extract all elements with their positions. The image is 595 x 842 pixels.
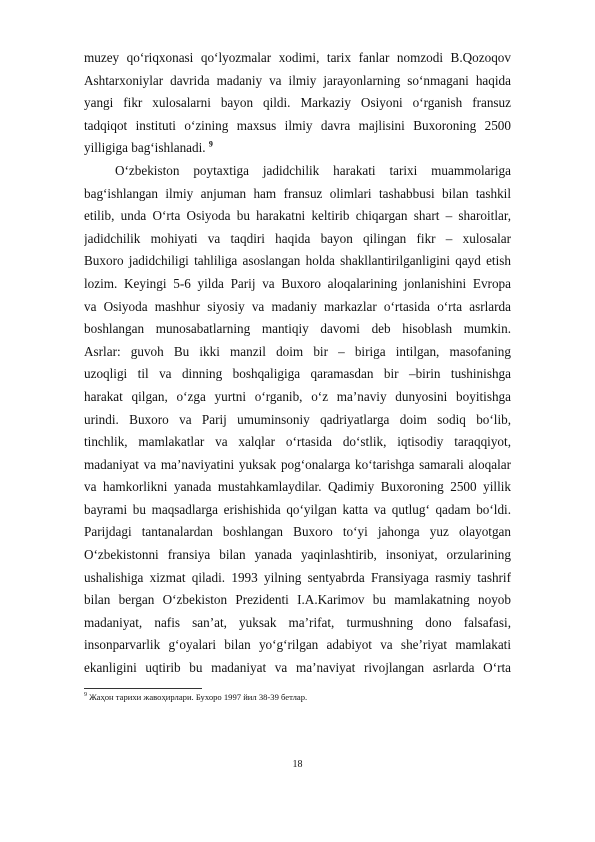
body-line: harakat qilgan, o‘zga yurtni o‘rganib, o‘z ma’naviy dunyosini boyitishga — [84, 388, 511, 404]
body-line: jadidchilik mohiyati va taqdiri haqida bayon qilingan fikr – xulosalar — [84, 230, 511, 246]
body-line: bilan bergan O‘zbekiston Prezidenti I.A.Karimov bu mamlakatning noyob — [84, 592, 511, 608]
footnote-marker: 9 — [84, 692, 87, 699]
body-line: yangi fikr xulosalarni bayon qildi. Markaziy Osiyoni o‘rganish fransuz — [84, 95, 511, 111]
body-line: Buxoro jadidchiligi tahliliga asoslangan holda shakllantirilganligini qayd etish — [84, 253, 511, 269]
body-line: lozim. Keyingi 5-6 yilda Parij va Buxoro aloqalarining jonlanishini Evropa — [84, 275, 511, 291]
body-text — [84, 47, 511, 680]
body-line: Asrlar: guvoh Bu ikki manzil doim bir – biriga intilgan, masofaning — [84, 343, 511, 359]
body-line: va Osiyoda mashhur siyosiy va madaniy markazlar o‘rtasida o‘rta asrlarda — [84, 298, 511, 314]
body-line: boshlangan munosabatlarning mantiqiy davomi deb hisoblash mumkin. — [84, 321, 511, 337]
body-line: insonparvarlik g‘oyalari bilan yo‘g‘rilgan adabiyot va she’riyat mamlakati — [84, 637, 511, 653]
footnote-separator — [84, 688, 202, 689]
footnote-text: Жаҳон тарихи жавоҳирлари. Бухоро 1997 йил 38-39 бетлар. — [89, 692, 308, 702]
body-line: urindi. Buxoro va Parij umuminsoniy qadriyatlarga doim sodiq bo‘lib, — [84, 411, 511, 427]
body-line: uzoqligi til va dinning boshqaligiga qaramasdan bir –birin tushinishga — [84, 366, 511, 382]
footnote — [84, 691, 307, 703]
page-number: 18 — [292, 759, 303, 770]
body-line: va hamkorlikni yanada mustahkamlaydilar. Qadimiy Buxoroning 2500 yillik — [84, 479, 511, 495]
body-line-with-footnote — [84, 137, 511, 160]
footnote-reference[interactable]: 9 — [208, 139, 213, 149]
body-line: muzey qo‘riqxonasi qo‘lyozmalar xodimi, tarix fanlar nomzodi B.Qozoqov — [84, 50, 511, 65]
body-line: Ashtarxoniylar davrida madaniy va ilmiy jarayonlarning so‘nmagani haqida — [84, 72, 511, 88]
body-line: etilib, unda O‘rta Osiyoda bu harakatni keltirib chiqargan shart – sharoitlar, — [84, 208, 511, 224]
body-line: Parijdagi tantanalardan boshlangan Buxoro to‘yi jahonga yuz olayotgan — [84, 524, 511, 540]
body-line: bayrami bu maqsadlarga erishishida qo‘yilgan katta va qutlug‘ qadam bo‘ldi. — [84, 501, 511, 517]
body-line: ekanligini uqtirib bu madaniyat va ma’naviyat rivojlangan asrlarda O‘rta — [84, 660, 511, 676]
body-line: ushalishiga xizmat qiladi. 1993 yilning sentyabrda Fransiyaga rasmiy tashrif — [84, 569, 511, 585]
body-line: madaniyat, nafis san’at, yuksak ma’rifat, turmushning dono falsafasi, — [84, 614, 511, 630]
body-line: madaniyat va ma’naviyatini yuksak pog‘onalarga ko‘tarishga samarali aloqalar — [84, 456, 511, 472]
body-line: tinchlik, mamlakatlar va xalqlar o‘rtasida do‘stlik, iqtisodiy taraqqiyot, — [84, 434, 511, 450]
body-line: O‘zbekistonni fransiya bilan yanada yaqinlashtirib, insoniyat, orzularining — [84, 547, 511, 563]
body-line: bag‘ishlangan ilmiy anjuman ham fransuz olimlari tashabbusi bilan tashkil — [84, 185, 511, 201]
body-line-text: yilligiga bag‘ishlanadi. — [84, 140, 206, 156]
paragraph-first-line: O‘zbekiston poytaxtiga jadidchilik harakati tarixi muammolariga — [115, 162, 511, 178]
body-line: tadqiqot instituti o‘zining maxsus ilmiy davra majlisini Buxoroning 2500 — [84, 117, 511, 133]
